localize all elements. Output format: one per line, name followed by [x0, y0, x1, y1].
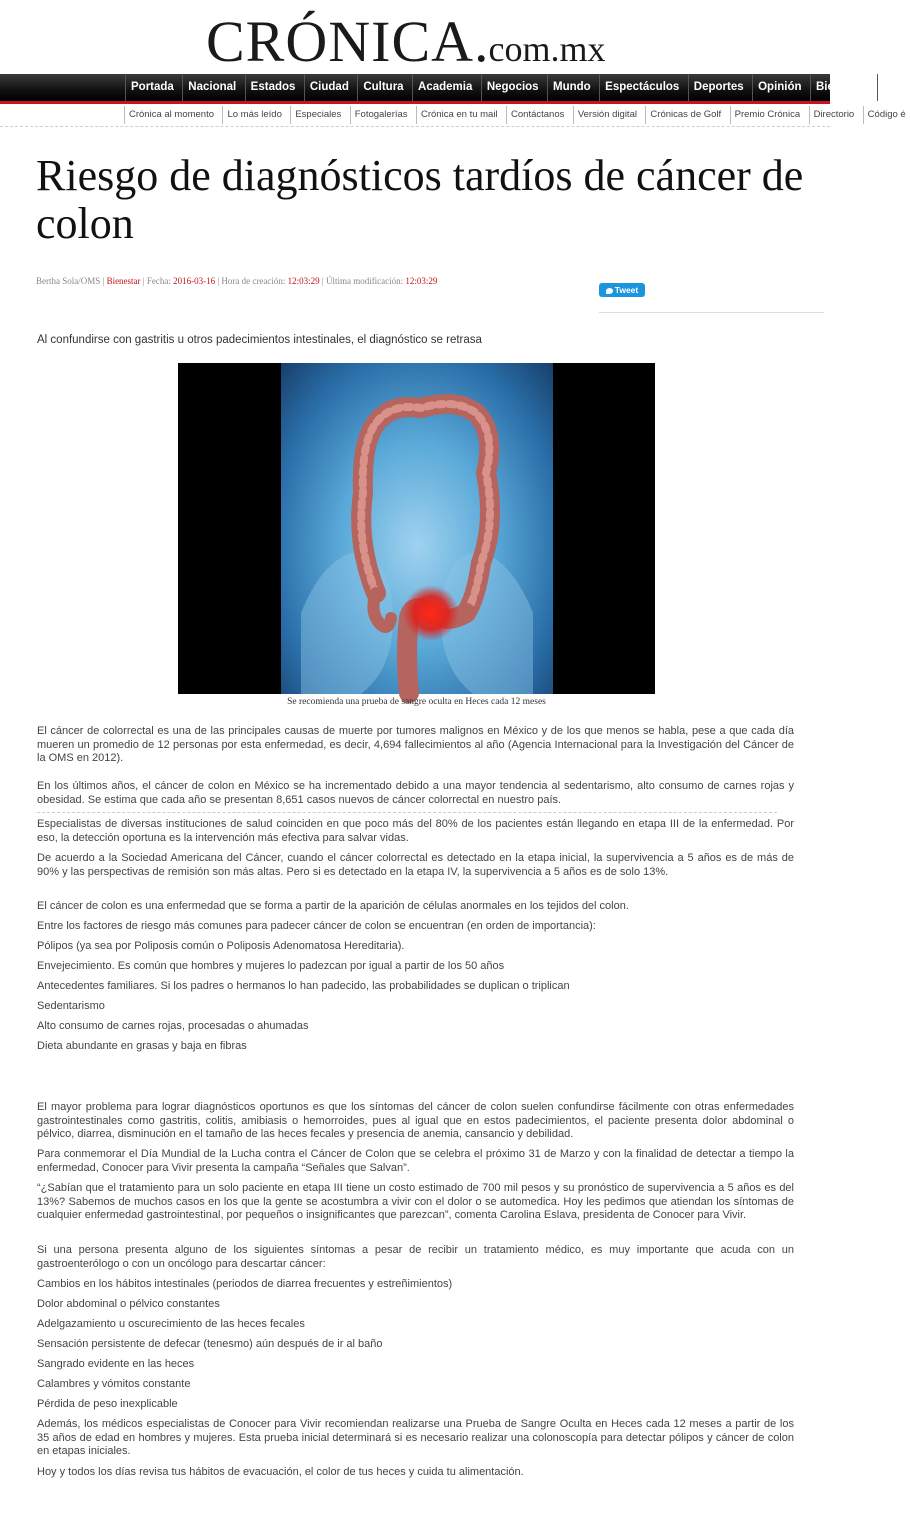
paragraph: Además, los médicos especialistas de Conocer para Vivir recomiendan realizarse una Prueba de Sangre Oculta en Heces cada 12 meses a partir de los 35 años de edad en hombres y mujeres. Esta prueba inicial determinará si es necesario realizar una colonoscopía para detectar pólipos y cáncer de colon en etapas iniciales. — [37, 1418, 794, 1457]
paragraph: El cáncer de colorrectal es una de las principales causas de muerte por tumores malignos en México y de los que menos se habla, pese a que cada día mueren un promedio de 12 personas por esta enfermedad, es decir, 4,694 fallecimientos al año (Agencia Internacional para la Investigación del Cáncer de la OMS en 2012). — [37, 725, 794, 764]
logo-o-letter: Ó — [285, 9, 329, 74]
nav-bienestar[interactable]: Bienestar — [810, 74, 872, 101]
meta-author: Bertha Sola/OMS — [36, 276, 101, 286]
subnav-especiales[interactable]: Especiales — [290, 106, 345, 124]
subnav-lo-mas-leido[interactable]: Lo más leído — [222, 106, 285, 124]
nav-deportes[interactable]: Deportes — [688, 74, 748, 101]
divider — [37, 812, 777, 814]
meta-section-link[interactable]: Bienestar — [106, 276, 141, 286]
paragraph: Para conmemorar el Día Mundial de la Lucha contra el Cáncer de Colon que se celebra el próximo 31 de Marzo y con la finalidad de detectar a tiempo la enfermedad, Conocer para Vivir presenta la campaña “Señales que Salvan”. — [37, 1148, 794, 1174]
paragraph: Hoy y todos los días revisa tus hábitos de evacuación, el color de tus heces y cuida tu alimentación. — [37, 1466, 524, 1478]
logo-o — [285, 10, 328, 74]
article-lead: Al confundirse con gastritis u otros padecimientos intestinales, el diagnóstico se retrasa — [37, 334, 482, 346]
list-item: Pérdida de peso inexplicable — [37, 1398, 178, 1410]
sub-nav — [0, 104, 906, 127]
paragraph: El cáncer de colon es una enfermedad que se forma a partir de la aparición de células anormales en los tejidos del colon. — [37, 900, 629, 912]
paragraph: Si una persona presenta alguno de los siguientes síntomas a pesar de recibir un tratamiento médico, es muy importante que acuda con un gastroenterólogo o con un oncólogo para descartar cáncer: — [37, 1244, 794, 1270]
list-item: Adelgazamiento u oscurecimiento de las heces fecales — [37, 1318, 305, 1330]
image-caption: Se recomienda una prueba de sangre oculta en Heces cada 12 meses — [287, 697, 546, 707]
paragraph: “¿Sabían que el tratamiento para un solo paciente en etapa III tiene un costo estimado de 700 mil pesos y su pronóstico de supervivencia a 5 años es del 13%? Sabemos de muchos casos en los que la gente se acostumbra a vivir con el dolor o se automedica. Hoy les pedimos que atiendan los síntomas de cualquier enfermedad gastrointestinal, por pequeños o insignificantes que parezcan”, comenta Carolina Eslava, presidenta de Conocer para Vivir. — [37, 1182, 794, 1221]
paragraph: El mayor problema para lograr diagnósticos oportunos es que los síntomas del cáncer de colon suelen confundirse fácilmente con otras enfermedades gastrointestinales como gastritis, colitis, amibiasis o hemorroides, pues al igual que en estos padecimientos, el paciente presenta dolor abdominal o pélvico, diarrea, disminución en el tamaño de las heces fecales y presencia de anemia, cansancio y debilidad. — [37, 1101, 794, 1140]
list-item: Pólipos (ya sea por Poliposis común o Poliposis Adenomatosa Hereditaria). — [37, 940, 405, 952]
nav-nacional[interactable]: Nacional — [182, 74, 240, 101]
share-divider — [599, 312, 824, 313]
colon-illustration — [281, 363, 553, 694]
subnav-contactanos[interactable]: Contáctanos — [506, 106, 568, 124]
subnav-version-digital[interactable]: Versión digital — [573, 106, 641, 124]
meta-date-label: | Fecha: — [140, 276, 174, 286]
subnav-fotogalerias[interactable]: Fotogalerías — [350, 106, 412, 124]
paragraph: En los últimos años, el cáncer de colon en México se ha incrementado debido a una mayor tendencia al sedentarismo, alto consumo de carnes rojas y obesidad. Se estima que cada año se presentan 8,651 casos nuevos de cáncer colorrectal en nuestro país. — [37, 780, 794, 806]
nav-opinion[interactable]: Opinión — [752, 74, 805, 101]
list-item: Sensación persistente de defecar (tenesmo) aún después de ir al baño — [37, 1338, 383, 1350]
logo-text-post: NICA — [328, 9, 475, 74]
list-item: Alto consumo de carnes rojas, procesadas o ahumadas — [37, 1020, 309, 1032]
subnav-codigo[interactable]: Código é — [863, 106, 910, 124]
nav-espectaculos[interactable]: Espectáculos — [599, 74, 683, 101]
logo-dot: . — [474, 9, 489, 74]
colon-drawing — [281, 363, 553, 694]
meta-created: 12:03:29 — [287, 276, 320, 286]
subnav-cronica-al-momento[interactable]: Crónica al momento — [124, 106, 218, 124]
nav-estados[interactable]: Estados — [245, 74, 300, 101]
list-item: Dolor abdominal o pélvico constantes — [37, 1298, 220, 1310]
article-meta — [36, 276, 437, 286]
meta-sep: | — [100, 276, 107, 286]
subnav-cronica-en-tu-mail[interactable]: Crónica en tu mail — [416, 106, 502, 124]
list-item: Sangrado evidente en las heces — [37, 1358, 195, 1370]
meta-modified-label: | Última modificación: — [319, 276, 406, 286]
subnav-directorio[interactable]: Directorio — [809, 106, 859, 124]
meta-modified: 12:03:29 — [405, 276, 438, 286]
list-item: Calambres y vómitos constante — [37, 1378, 191, 1390]
nav-ciudad[interactable]: Ciudad — [304, 74, 353, 101]
nav-suc[interactable]: Suc — [877, 74, 908, 101]
paragraph: Entre los factores de riesgo más comunes para padecer cáncer de colon se encuentran (en orden de importancia): — [37, 920, 596, 932]
tweet-label: Tweet — [614, 285, 639, 295]
subnav-premio-cronica[interactable]: Premio Crónica — [730, 106, 804, 124]
meta-date: 2016-03-16 — [173, 276, 216, 286]
list-item: Envejecimiento. Es común que hombres y mujeres lo padezcan por igual a partir de los 50 años — [37, 960, 505, 972]
paragraph: De acuerdo a la Sociedad Americana del Cáncer, cuando el cáncer colorrectal es detectado en la etapa inicial, la supervivencia a 5 años es de más de 90% y las perspectivas de remisión son más altas. Pero si es detectado en la etapa IV, la supervivencia a 5 años es de solo 13%. — [37, 852, 794, 878]
list-item: Sedentarismo — [37, 1000, 105, 1012]
meta-created-label: | Hora de creación: — [215, 276, 288, 286]
nav-academia[interactable]: Academia — [412, 74, 476, 101]
tweet-button[interactable] — [599, 283, 645, 297]
twitter-bird-icon — [606, 288, 613, 294]
site-logo[interactable] — [206, 8, 606, 75]
nav-portada[interactable]: Portada — [125, 74, 178, 101]
masthead — [0, 0, 830, 74]
article-image — [178, 363, 655, 694]
list-item: Dieta abundante en grasas y baja en fibras — [37, 1040, 247, 1052]
nav-negocios[interactable]: Negocios — [481, 74, 543, 101]
main-nav — [0, 74, 904, 104]
logo-tld: com.mx — [488, 29, 606, 69]
nav-mundo[interactable]: Mundo — [547, 74, 595, 101]
paragraph: Especialistas de diversas instituciones de salud coinciden en que poco más del 80% de los pacientes están llegando en etapa III de la enfermedad. Por eso, la detección oportuna es la intervención más efectiva para salvar vidas. — [37, 818, 794, 844]
article-title: Riesgo de diagnósticos tardíos de cáncer de colon — [36, 151, 804, 248]
list-item: Antecedentes familiares. Si los padres o hermanos lo han padecido, las probabilidades se duplican o triplican — [37, 980, 570, 992]
logo-text-pre: CR — [206, 9, 286, 74]
list-item: Cambios en los hábitos intestinales (periodos de diarrea frecuentes y estreñimientos) — [37, 1278, 453, 1290]
subnav-cronicas-de-golf[interactable]: Crónicas de Golf — [645, 106, 725, 124]
nav-cultura[interactable]: Cultura — [357, 74, 407, 101]
